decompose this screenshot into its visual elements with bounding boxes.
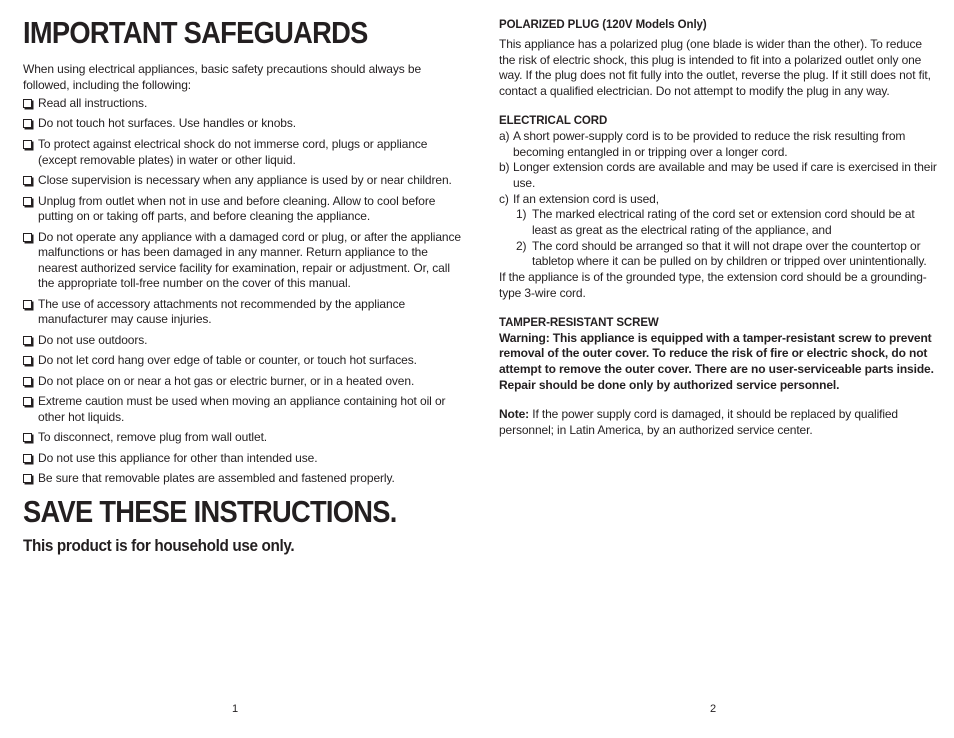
cord-item-c1: 1) The marked electrical rating of the cord set or extension cord should be at least as great as the electrical rating of the appliance, and [516,207,915,238]
list-item: Do not operate any appliance with a damaged cord or plug, or after the appliance malfunctions or has been damaged in any manner. Return appliance to the nearest authorized service facility for examination, repair or adjustment. Or, call the appropriate toll-free number on the cover of this manual. [23,230,463,292]
checkbox-icon [23,176,32,185]
grounded-cord-text: If the appliance is of the grounded type, the extension cord should be a grounding-type 3-wire cord. [499,270,927,300]
cord-item-a: a) A short power-supply cord is to be provided to reduce the risk resulting from becoming entangled in or tripping over a longer cord. [499,128,906,159]
polarized-plug-heading: POLARIZED PLUG (120V Models Only) [499,19,707,31]
checkbox-icon [23,336,32,345]
list-item: Do not use outdoors. [23,333,463,349]
checkbox-icon [23,377,32,386]
checkbox-icon [23,197,32,206]
save-instructions-heading: SAVE THESE INSTRUCTIONS. [23,494,397,530]
checkbox-icon [23,140,32,149]
list-item: Read all instructions. [23,96,463,112]
intro-text: When using electrical appliances, basic safety precautions should always be followed, including the following: [23,62,422,92]
checkbox-icon [23,233,32,242]
list-item: Do not touch hot surfaces. Use handles or knobs. [23,116,463,132]
list-item: Do not let cord hang over edge of table or counter, or touch hot surfaces. [23,353,463,369]
page-title: IMPORTANT SAFEGUARDS [23,15,368,50]
cord-item-c2: 2) The cord should be arranged so that it will not drape over the countertop or tabletop where it can be pulled on by children or tripped over unintentionally. [516,238,927,269]
power-cord-note [499,407,939,438]
checkbox-icon [23,119,32,128]
page-number-left: 1 [232,703,239,715]
checkbox-icon [23,397,32,406]
checkbox-icon [23,433,32,442]
note-text: If the power supply cord is damaged, it should be replaced by qualified personnel; in Latin America, by an authorized service center. [499,407,898,438]
list-item: To protect against electrical shock do not immerse cord, plugs or appliance (except removable plates) in water or other liquid. [23,137,463,168]
list-item: Be sure that removable plates are assembled and fastened properly. [23,471,463,487]
tamper-warning-text: Warning: This appliance is equipped with a tamper-resistant screw to prevent removal of the outer cover. To reduce the risk of fire or electric shock, do not attempt to remove the outer cover. There are no user-serviceable parts inside. Repair should be done only by authorized service personnel. [499,330,934,392]
checkbox-icon [23,454,32,463]
polarized-plug-text: This appliance has a polarized plug (one blade is wider than the other). To reduce the risk of electric shock, this plug is intended to fit into a polarized outlet only one way. If the plug does not fit fully into the outlet, reverse the plug. If it still does not fit, contact a qualified electrician. Do not attempt to modify the plug in any way. [499,37,931,99]
checkbox-icon [23,356,32,365]
safeguards-list [23,96,463,487]
cord-item-c: c) If an extension cord is used, [499,191,659,206]
list-item: Close supervision is necessary when any appliance is used by or near children. [23,173,463,189]
household-use-note: This product is for household use only. [23,536,295,556]
list-item: Do not place on or near a hot gas or electric burner, or in a heated oven. [23,374,463,390]
list-item: Extreme caution must be used when moving an appliance containing hot oil or other hot liquids. [23,394,463,425]
page-number-right: 2 [710,703,717,715]
note-label: Note: [499,407,530,422]
checkbox-icon [23,99,32,108]
left-page [23,14,463,556]
list-item: Unplug from outlet when not in use and before cleaning. Allow to cool before putting on or taking off parts, and before cleaning the appliance. [23,194,463,225]
list-item: To disconnect, remove plug from wall outlet. [23,430,463,446]
list-item: The use of accessory attachments not recommended by the appliance manufacturer may cause injuries. [23,297,463,328]
tamper-resistant-heading: TAMPER-RESISTANT SCREW [499,316,659,329]
right-page [499,18,939,439]
cord-item-b: b) Longer extension cords are available and may be used if care is exercised in their use. [499,160,937,190]
checkbox-icon [23,300,32,309]
checkbox-icon [23,474,32,483]
electrical-cord-heading: ELECTRICAL CORD [499,114,608,127]
list-item: Do not use this appliance for other than intended use. [23,451,463,467]
